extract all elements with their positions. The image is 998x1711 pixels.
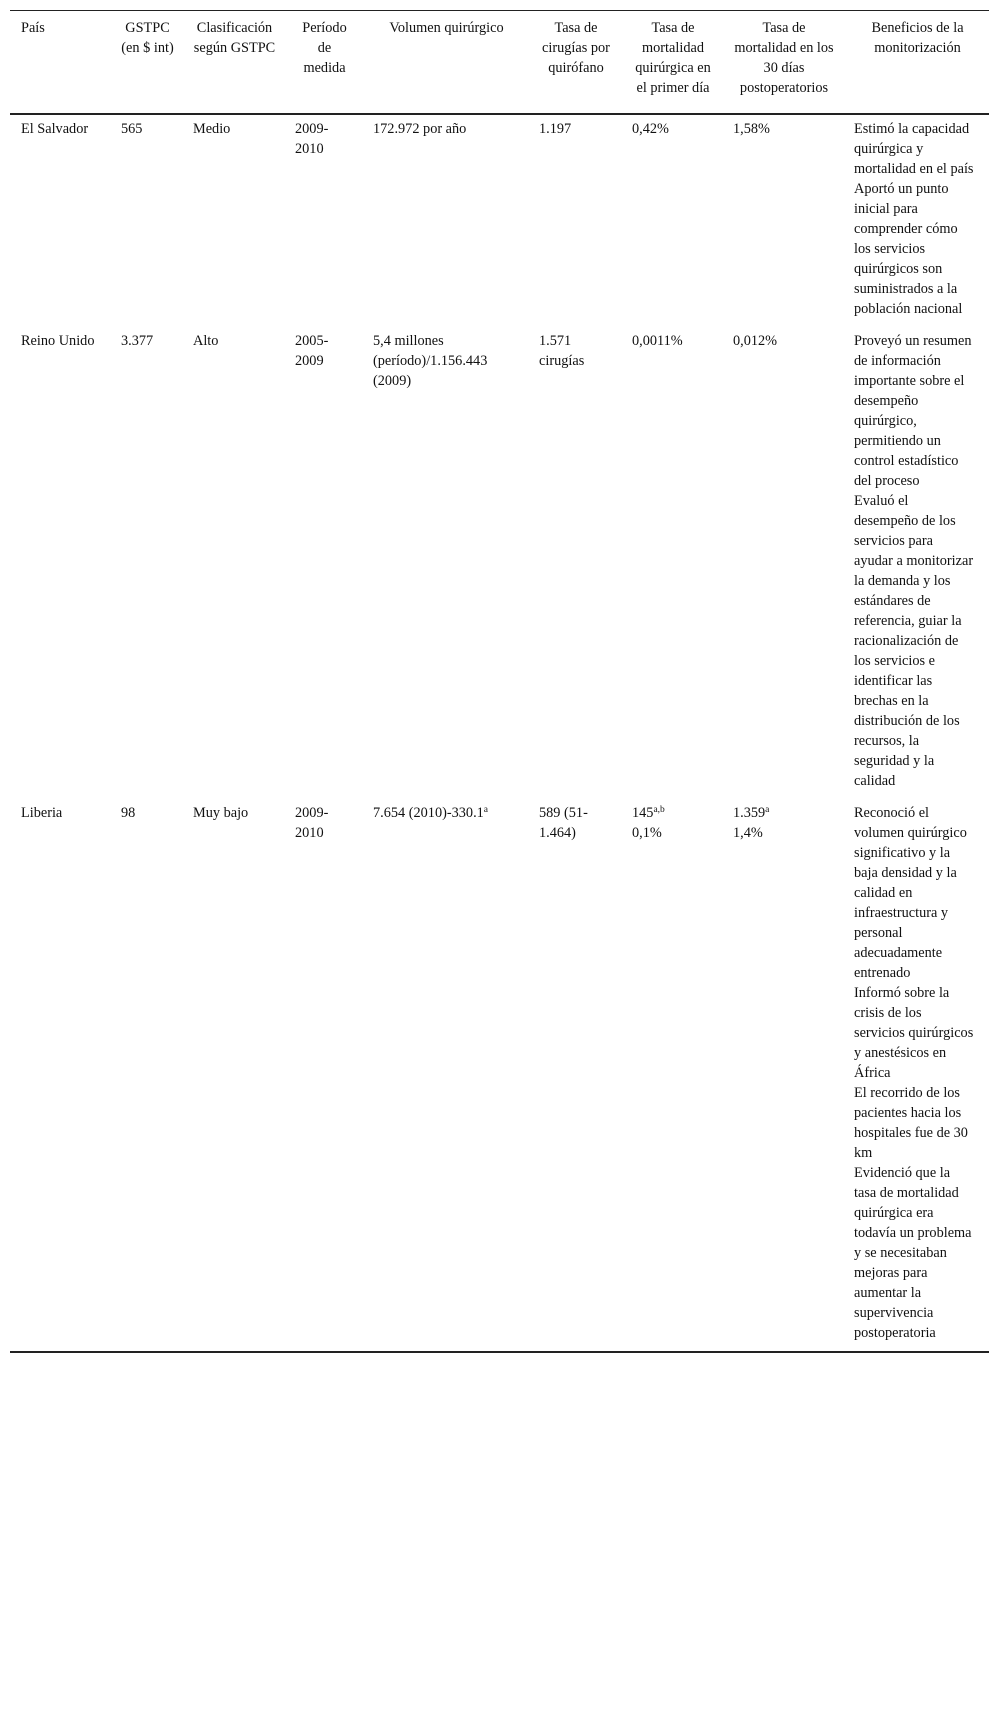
- mortality-day1-count: 145: [632, 804, 654, 821]
- cell-gstpc: 565: [121, 120, 143, 137]
- footnote-marker: a,b: [653, 804, 665, 815]
- benefit-item: Proveyó un resumen de información importante sobre el desempeño quirúrgico, permitiendo un control estadístico del proceso: [854, 332, 972, 489]
- header-row: [10, 11, 989, 114]
- header-country: País: [21, 20, 45, 36]
- cell-volume: [362, 799, 528, 1352]
- cell-rate-per-or: 589 (51-1.464): [539, 804, 588, 841]
- cell-country: Liberia: [21, 804, 63, 821]
- header-mortality-30d: Tasa de mortalidad en los 30 días postoperatorios: [734, 20, 834, 96]
- cell-mortality-30d: 0,012%: [733, 332, 778, 349]
- cell-volume: 172.972 por año: [373, 120, 467, 137]
- cell-gstpc: 3.377: [121, 332, 154, 349]
- table-row: [10, 114, 989, 327]
- header-rate-per-or: Tasa de cirugías por quirófano: [542, 20, 610, 76]
- cell-mortality-day1: 0,42%: [632, 120, 669, 137]
- cell-volume: 5,4 millones (período)/1.156.443 (2009): [373, 332, 488, 389]
- table-row: [10, 327, 989, 799]
- cell-classification: Medio: [193, 120, 231, 137]
- benefit-item: El recorrido de los pacientes hacia los hospitales fue de 30 km: [854, 1084, 968, 1161]
- cell-mortality-day1: 0,0011%: [632, 332, 683, 349]
- cell-benefits: [843, 114, 989, 327]
- footnote-marker: a: [483, 804, 489, 815]
- cell-country: Reino Unido: [21, 332, 95, 349]
- cell-period: 2009-2010: [295, 120, 329, 157]
- benefit-item: Evidenció que la tasa de mortalidad quirúrgica era todavía un problema y se necesitaban mejoras para aumentar la supervivencia postoperatoria: [854, 1164, 972, 1341]
- cell-benefits: [843, 327, 989, 799]
- cell-mortality-day1: [621, 799, 722, 1352]
- benefit-item: Aportó un punto inicial para comprender cómo los servicios quirúrgicos son suministrados a la población nacional: [854, 180, 963, 317]
- cell-period: 2005-2009: [295, 332, 329, 369]
- header-classification: Clasificación según GSTPC: [193, 20, 276, 56]
- benefit-item: Estimó la capacidad quirúrgica y mortalidad en el país: [854, 120, 974, 177]
- cell-benefits: [843, 799, 989, 1352]
- surgical-monitoring-table: [10, 10, 989, 1353]
- header-mortality-day1: Tasa de mortalidad quirúrgica en el primer día: [635, 20, 711, 96]
- header-gstpc: GSTPC (en $ int): [121, 20, 174, 56]
- cell-rate-per-or: 1.197: [539, 120, 572, 137]
- mortality-30d-percent: 1,4%: [733, 824, 763, 841]
- table-row: [10, 799, 989, 1352]
- benefit-item: Evaluó el desempeño de los servicios para ayudar a monitorizar la demanda y los estándares de referencia, guiar la racionalización de los servicios e identificar las brechas en la distribución de los recursos, la seguridad y la calidad: [854, 492, 974, 789]
- cell-mortality-30d: 1,58%: [733, 120, 770, 137]
- cell-mortality-30d: [722, 799, 843, 1352]
- footnote-marker: a: [765, 804, 770, 815]
- header-benefits: Beneficios de la monitorización: [871, 20, 964, 56]
- mortality-30d-count: 1.359: [733, 804, 766, 821]
- header-period: Período de medida: [302, 20, 347, 76]
- cell-rate-per-or: 1.571 cirugías: [539, 332, 585, 369]
- mortality-day1-percent: 0,1%: [632, 824, 662, 841]
- benefit-item: Reconoció el volumen quirúrgico significativo y la baja densidad y la calidad en infraestructura y personal adecuadamente entrenado: [854, 804, 967, 981]
- volume-value: 7.654 (2010)-330.1: [373, 804, 484, 821]
- cell-classification: Muy bajo: [193, 804, 249, 821]
- cell-classification: Alto: [193, 332, 219, 349]
- header-volume: Volumen quirúrgico: [389, 20, 504, 36]
- cell-period: 2009-2010: [295, 804, 329, 841]
- cell-gstpc: 98: [121, 804, 136, 821]
- cell-country: El Salvador: [21, 120, 89, 137]
- benefit-item: Informó sobre la crisis de los servicios quirúrgicos y anestésicos en África: [854, 984, 974, 1081]
